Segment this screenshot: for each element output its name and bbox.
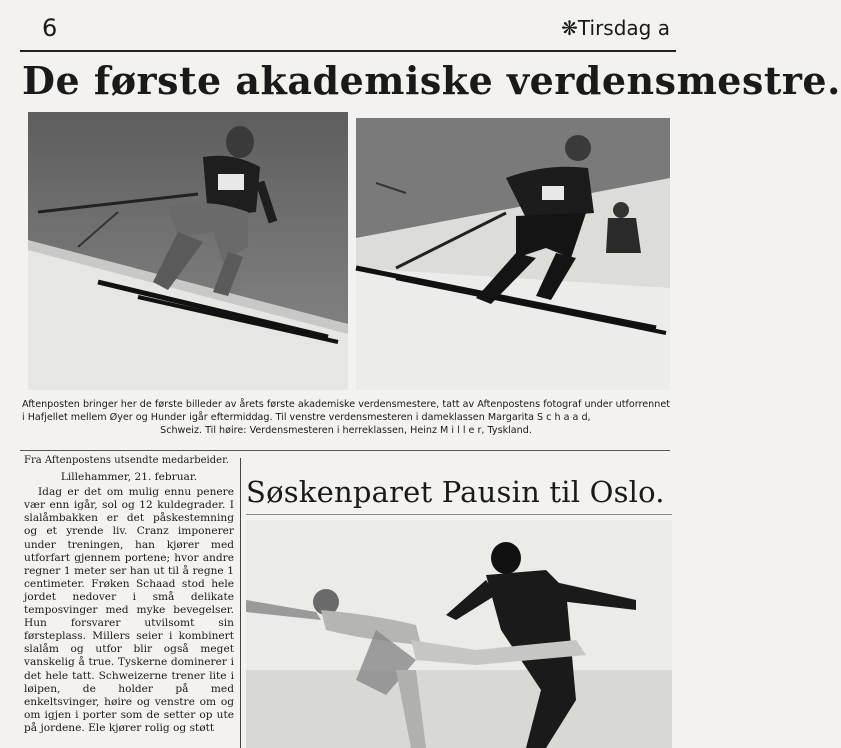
photo-skaters <box>246 520 672 748</box>
caption-line-2: Schweiz. Til høire: Verdensmesteren i herreklassen, Heinz M i l l e r, Tyskland. <box>160 425 532 436</box>
photo-caption <box>22 398 670 437</box>
article-byline: Fra Aftenpostens utsendte medarbeider. <box>24 455 229 466</box>
article-column <box>24 454 234 735</box>
second-headline-rule <box>246 514 672 515</box>
photo-right <box>356 118 670 390</box>
figure-skaters-photo-icon <box>246 520 672 748</box>
photo-left <box>28 112 348 390</box>
header-rule <box>20 50 676 52</box>
article-dateline: Lillehammer, 21. februar. <box>60 471 198 484</box>
second-headline: Søskenparet Pausin til Oslo. <box>246 475 665 509</box>
dateline: ❋Tirsdag a <box>561 16 670 40</box>
section-rule <box>20 450 670 451</box>
page-number: 6 <box>42 14 58 42</box>
skier-photo-icon <box>356 118 670 390</box>
caption-line-1: Aftenposten bringer her de første billeder av årets første akademiske verdensmestere, tatt av Aftenpostens fotograf under utforrennet i Hafjellet mellem Øyer og Hunder igår eftermiddag. Til venstre verdensmesteren i dameklassen Margarita S c h a a d, <box>22 399 670 423</box>
article-body: Idag er det om mulig ennu penere vær enn igår, sol og 12 kuldegrader. I slalåmbakken er det påskestemning og et yrende liv. Cranz imponerer under treningen, han kjører med utforfart gjennem portene; hvor andre regner 1 meter ser han ut til å regne 1 centimeter. Frøken Schaad stod hele jordet nedover i små delikate temposvinger med myke bevegelser. Hun forsvarer utvilsomt sin førsteplass. Millers seier i kombinert slalåm og utfor blir også meget vanskelig å true. Tyskerne dominerer i det hele tatt. Schweizerne trener lite i løipen, de holder på med enkeltsvinger, høire og venstre om og om igjen i porter som de setter op ute på jordene. Ele kjører rolig og støtt <box>24 486 234 734</box>
headline: De første akademiske verdensmestre. <box>22 58 841 103</box>
skier-photo-icon <box>28 112 348 390</box>
column-rule <box>240 458 241 748</box>
